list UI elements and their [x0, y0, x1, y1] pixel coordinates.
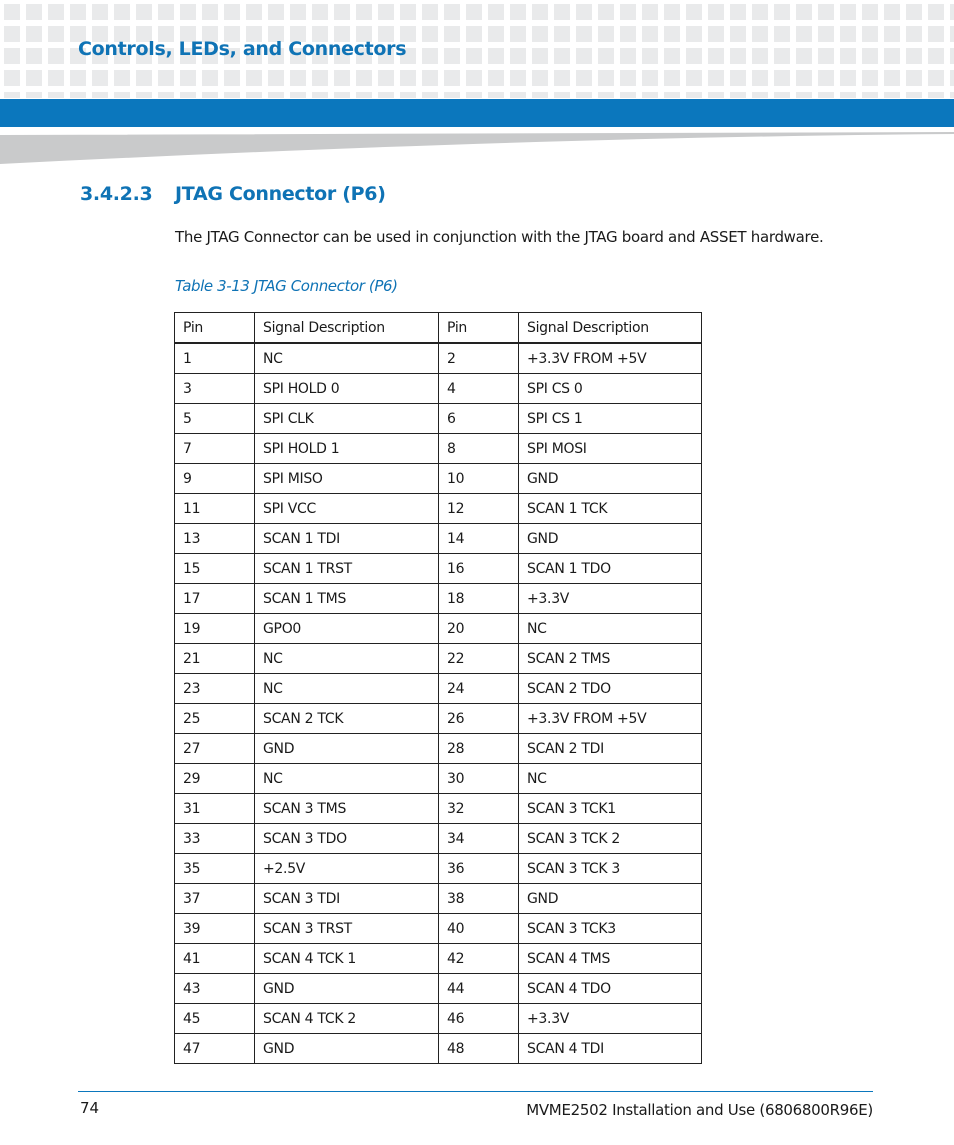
table-cell: 13 [175, 524, 255, 554]
table-cell: 19 [175, 614, 255, 644]
table-row [175, 944, 702, 974]
table-cell: 12 [439, 494, 519, 524]
table-body [175, 343, 702, 1064]
table-cell: 18 [439, 584, 519, 614]
table-row [175, 824, 702, 854]
table-row [175, 494, 702, 524]
table-cell: 46 [439, 1004, 519, 1034]
column-header: Signal Description [519, 313, 702, 344]
table-cell: SPI CLK [255, 404, 439, 434]
table-row [175, 404, 702, 434]
table-row [175, 704, 702, 734]
table-cell: SCAN 4 TCK 1 [255, 944, 439, 974]
table-cell: GND [255, 974, 439, 1004]
table-cell: 16 [439, 554, 519, 584]
table-cell: +3.3V FROM +5V [519, 343, 702, 374]
table-cell: 42 [439, 944, 519, 974]
table-cell: SPI CS 1 [519, 404, 702, 434]
table-cell: NC [255, 343, 439, 374]
table-cell: SPI MISO [255, 464, 439, 494]
table-cell: SPI HOLD 1 [255, 434, 439, 464]
table-cell: 11 [175, 494, 255, 524]
table-cell: GND [519, 884, 702, 914]
table-cell: 27 [175, 734, 255, 764]
table-cell: SCAN 1 TDO [519, 554, 702, 584]
table-cell: NC [255, 674, 439, 704]
table-cell: SCAN 1 TRST [255, 554, 439, 584]
table-cell: 6 [439, 404, 519, 434]
table-cell: 10 [439, 464, 519, 494]
table-row [175, 554, 702, 584]
table-cell: 5 [175, 404, 255, 434]
jtag-pin-table [174, 312, 702, 1064]
table-cell: SCAN 4 TMS [519, 944, 702, 974]
table-cell: NC [255, 764, 439, 794]
table-cell: SCAN 1 TCK [519, 494, 702, 524]
table-cell: NC [519, 614, 702, 644]
table-cell: 1 [175, 343, 255, 374]
table-row [175, 674, 702, 704]
page-number: 74 [80, 1099, 100, 1117]
table-cell: 40 [439, 914, 519, 944]
table-cell: 26 [439, 704, 519, 734]
table-cell: SCAN 4 TDI [519, 1034, 702, 1064]
table-cell: 15 [175, 554, 255, 584]
table-cell: SCAN 3 TDI [255, 884, 439, 914]
header-swoosh [0, 127, 954, 165]
table-row [175, 794, 702, 824]
table-cell: SCAN 3 TCK 2 [519, 824, 702, 854]
table-cell: 30 [439, 764, 519, 794]
table-cell: 22 [439, 644, 519, 674]
table-cell: SCAN 2 TMS [519, 644, 702, 674]
table-cell: 32 [439, 794, 519, 824]
table-cell: SCAN 3 TCK3 [519, 914, 702, 944]
table-cell: 7 [175, 434, 255, 464]
table-row [175, 524, 702, 554]
table-cell: 21 [175, 644, 255, 674]
table-row [175, 974, 702, 1004]
table-cell: 9 [175, 464, 255, 494]
table-row [175, 464, 702, 494]
table-cell: 43 [175, 974, 255, 1004]
table-cell: 8 [439, 434, 519, 464]
table-cell: NC [255, 644, 439, 674]
table-cell: 33 [175, 824, 255, 854]
table-row [175, 854, 702, 884]
table-row [175, 374, 702, 404]
table-header-row [175, 313, 702, 344]
table-cell: +3.3V [519, 1004, 702, 1034]
table-cell: 48 [439, 1034, 519, 1064]
table-cell: 45 [175, 1004, 255, 1034]
table-cell: SCAN 2 TCK [255, 704, 439, 734]
table-cell: GND [255, 734, 439, 764]
table-cell: 28 [439, 734, 519, 764]
table-row [175, 1034, 702, 1064]
chapter-title: Controls, LEDs, and Connectors [78, 38, 407, 60]
table-row [175, 644, 702, 674]
table-cell: 3 [175, 374, 255, 404]
table-cell: SCAN 3 TRST [255, 914, 439, 944]
table-cell: 17 [175, 584, 255, 614]
table-cell: 20 [439, 614, 519, 644]
table-cell: 31 [175, 794, 255, 824]
table-cell: SCAN 3 TDO [255, 824, 439, 854]
table-cell: SPI VCC [255, 494, 439, 524]
table-cell: 38 [439, 884, 519, 914]
table-cell: 39 [175, 914, 255, 944]
table-cell: +3.3V FROM +5V [519, 704, 702, 734]
section-heading [80, 183, 386, 205]
table-row [175, 764, 702, 794]
table-cell: SPI CS 0 [519, 374, 702, 404]
table-cell: 44 [439, 974, 519, 1004]
table-cell: 25 [175, 704, 255, 734]
table-cell: 14 [439, 524, 519, 554]
intro-paragraph: The JTAG Connector can be used in conjunction with the JTAG board and ASSET hardware. [175, 228, 824, 246]
table-cell: 34 [439, 824, 519, 854]
column-header: Pin [175, 313, 255, 344]
table-cell: GND [519, 464, 702, 494]
table-cell: GND [519, 524, 702, 554]
table-cell: 23 [175, 674, 255, 704]
table-cell: SCAN 4 TDO [519, 974, 702, 1004]
section-title: JTAG Connector (P6) [175, 183, 386, 205]
table-cell: SCAN 3 TCK 3 [519, 854, 702, 884]
table-caption: Table 3-13 JTAG Connector (P6) [175, 277, 398, 295]
table-cell: SCAN 3 TCK1 [519, 794, 702, 824]
table-cell: SCAN 4 TCK 2 [255, 1004, 439, 1034]
table-cell: 41 [175, 944, 255, 974]
table-row [175, 584, 702, 614]
table-cell: 4 [439, 374, 519, 404]
table-cell: 29 [175, 764, 255, 794]
table-cell: SCAN 2 TDI [519, 734, 702, 764]
table-cell: 36 [439, 854, 519, 884]
column-header: Pin [439, 313, 519, 344]
footer-rule [78, 1091, 873, 1092]
table-row [175, 884, 702, 914]
section-number: 3.4.2.3 [80, 183, 153, 205]
table-cell: 37 [175, 884, 255, 914]
table-cell: 35 [175, 854, 255, 884]
table-cell: 24 [439, 674, 519, 704]
table-cell: 47 [175, 1034, 255, 1064]
table-cell: +2.5V [255, 854, 439, 884]
column-header: Signal Description [255, 313, 439, 344]
header-blue-band [0, 99, 954, 127]
table-cell: SPI HOLD 0 [255, 374, 439, 404]
table-row [175, 734, 702, 764]
table-cell: SCAN 2 TDO [519, 674, 702, 704]
table-cell: NC [519, 764, 702, 794]
table-row [175, 1004, 702, 1034]
table-row [175, 434, 702, 464]
table-row [175, 614, 702, 644]
document-title: MVME2502 Installation and Use (6806800R96E) [526, 1101, 873, 1119]
table-cell: SPI MOSI [519, 434, 702, 464]
table-cell: SCAN 1 TMS [255, 584, 439, 614]
table-cell: GND [255, 1034, 439, 1064]
table-cell: SCAN 3 TMS [255, 794, 439, 824]
table-cell: +3.3V [519, 584, 702, 614]
table-row [175, 343, 702, 374]
table-row [175, 914, 702, 944]
table-cell: SCAN 1 TDI [255, 524, 439, 554]
table-cell: GPO0 [255, 614, 439, 644]
table-cell: 2 [439, 343, 519, 374]
